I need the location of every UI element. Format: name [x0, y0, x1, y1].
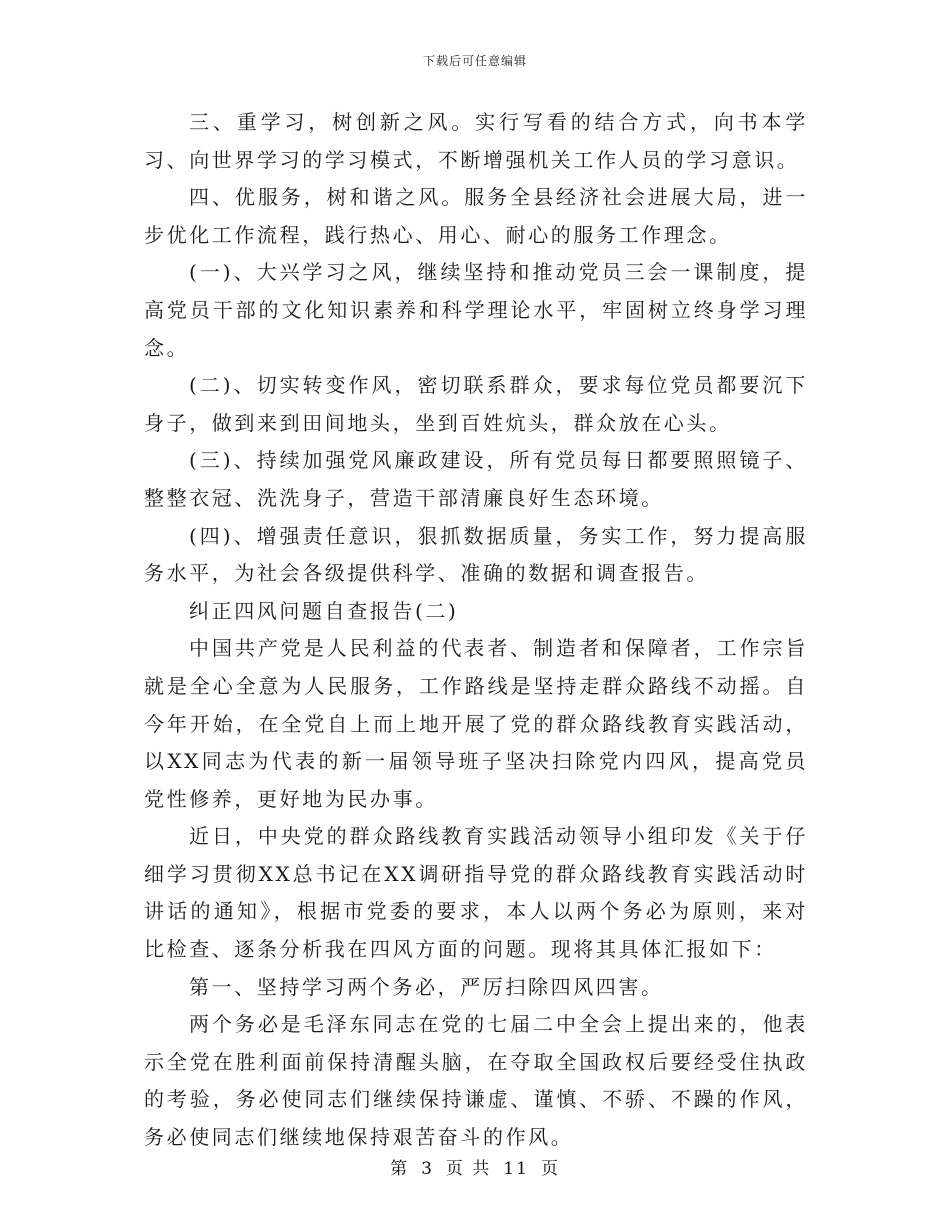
header-note: 下载后可任意编辑: [422, 54, 527, 68]
paragraph: 三、重学习，树创新之风。实行写看的结合方式，向书本学习、向世界学习的学习模式，不断增强机关工作人员的学习意识。: [144, 110, 808, 172]
current-page: 3: [421, 1159, 434, 1179]
paragraph: 四、优服务，树和谐之风。服务全县经济社会进展大局，进一步优化工作流程，践行热心、用心、耐心的服务工作理念。: [144, 185, 808, 247]
footer-prefix: 第: [390, 1159, 410, 1179]
page-number-footer: [0, 1154, 950, 1179]
document-body: [144, 104, 808, 1157]
paragraph: (四)、增强责任意识，狠抓数据质量，务实工作，努力提高服务水平，为社会各级提供科学、准确的数据和调查报告。: [144, 523, 808, 586]
paragraph: 第一、坚持学习两个务必，严厉扫除四风四害。: [189, 974, 664, 999]
total-pages: 11: [503, 1159, 529, 1179]
section-heading: 纠正四风问题自查报告(二): [189, 598, 459, 623]
footer-suffix: 页: [540, 1159, 560, 1179]
paragraph: (二)、切实转变作风，密切联系群众，要求每位党员都要沉下身子，做到来到田间地头，坐到百姓炕头，群众放在心头。: [144, 373, 808, 435]
paragraph: (一)、大兴学习之风，继续坚持和推动党员三会一课制度，提高党员干部的文化知识素养和科学理论水平，牢固树立终身学习理念。: [144, 260, 808, 360]
footer-middle: 页 共: [445, 1159, 492, 1179]
paragraph: 中国共产党是人民利益的代表者、制造者和保障者，工作宗旨就是全心全意为人民服务，工作路线是坚持走群众路线不动摇。自今年开始，在全党自上而上地开展了党的群众路线教育实践活动，以XX同志为代表的新一届领导班子坚决扫除党内四风，提高党员党性修养，更好地为民办事。: [144, 636, 808, 811]
paragraph: 两个务必是毛泽东同志在党的七届二中全会上提出来的，他表示全党在胜利面前保持清醒头脑，在夺取全国政权后要经受住执政的考验，务必使同志们继续保持谦虚、谨慎、不骄、不躁的作风，务必使同志们继续地保持艰苦奋斗的作风。: [144, 1012, 808, 1150]
paragraph: (三)、持续加强党风廉政建设，所有党员每日都要照照镜子、整整衣冠、洗洗身子，营造干部清廉良好生态环境。: [144, 448, 808, 510]
paragraph: 近日，中央党的群众路线教育实践活动领导小组印发《关于仔细学习贯彻XX总书记在XX调研指导党的群众路线教育实践活动时讲话的通知》，根据市党委的要求，本人以两个务必为原则，来对比检查、逐条分析我在四风方面的问题。现将其具体汇报如下：: [144, 824, 808, 962]
